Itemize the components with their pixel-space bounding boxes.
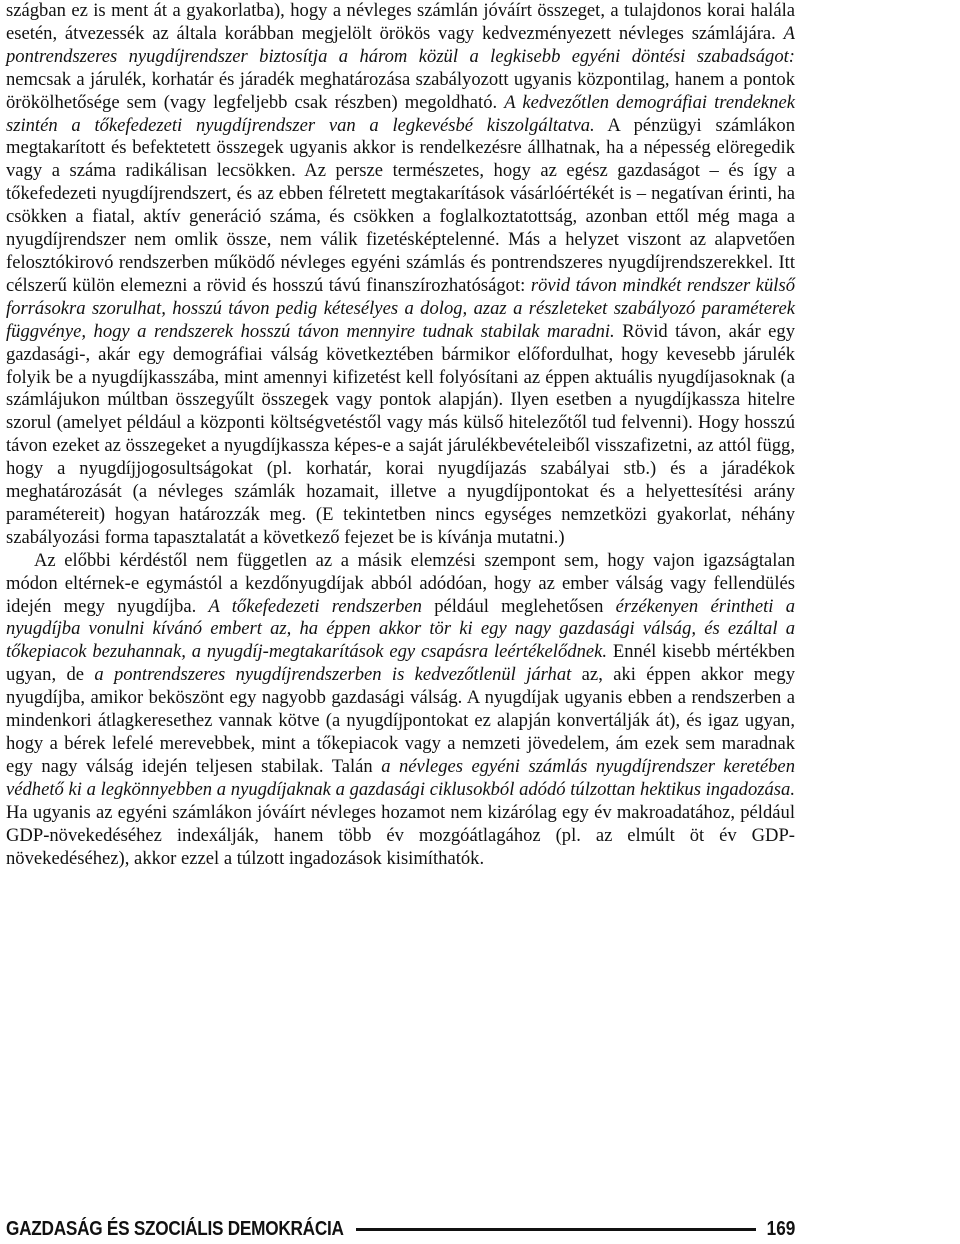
paragraph-2-italic-segment: érzékenyen érintheti a nyugdíjba vonulni kívánó embert az, ha éppen akkor tör ki egy nagy gazdasági válság, és ezáltal a tőkepiacok bezuhannak, a nyugdíj-megtakarítások egy csapásra leértékelődnek. bbox=[6, 595, 796, 663]
paragraph-2-segment: Ennél kisebb mértékben ugyan, de bbox=[6, 641, 795, 686]
paragraph-2-italic-segment: a névleges egyéni számlás nyugdíjrendszer keretében védhető ki a legkönnyebben a nyugdíjaknak a gazdasági ciklusokból adódó túlzottan hektikus ingadozása. bbox=[6, 755, 795, 800]
paragraph-2-segment: Az előbbi kérdéstől nem független az a másik elemzési szempont sem, hogy vajon igazságtalan módon eltérnek-e egymástól a kezdőnyugdíjak abból adódóan, hogy az ember válság vagy fellendülés idején megy nyugdíjba. bbox=[6, 549, 795, 617]
page-body bbox=[6, 0, 795, 870]
paragraph-2 bbox=[6, 550, 795, 871]
paragraph-2-segment: Ha ugyanis az egyéni számlákon jóváírt névleges hozamot nem kizárólag egy év makroadatához, például GDP-növekedéséhez indexálják, hanem több év mozgóátlagához (pl. az elmúlt öt év GDP-növekedéséhez), akkor ezzel a túlzott ingadozások kisimíthatók. bbox=[6, 801, 795, 869]
page-number: 169 bbox=[766, 1217, 795, 1240]
paragraph-2-segment: az, aki éppen akkor megy nyugdíjba, amikor beköszönt egy nagyobb gazdasági válság. A nyugdíjak ugyanis ebben a rendszerben a mindenkori átlagkeresethez vannak kötve (a nyugdíjpontokat ez alapján konvertálják át), és igaz ugyan, hogy a bérek lefelé merevebbek, mint a tőkepiacok vagy a nemzeti jövedelem, ám ezek sem maradnak egy nagy válság idején teljesen stabilak. Talán bbox=[6, 664, 796, 777]
paragraph-1-italic-segment: A pontrendszeres nyugdíjrendszer biztosítja a három közül a legkisebb egyéni döntési szabadságot: bbox=[6, 22, 795, 67]
paragraph-2-segment: például meglehetősen bbox=[421, 595, 616, 617]
paragraph-1-segment: Rövid távon, akár egy gazdasági-, akár egy demográfiai válság következtében bármikor előfordulhat, hogy kevesebb járulék folyik be a nyugdíjkasszába, mint amennyi kifizetést kell folyósítani az éppen aktuális nyugdíjasoknak (a számlájukon múltban összegyűlt összegek vagy pontok alapján). Ilyen esetben a nyugdíjkassza hitelre szorul (amelyet például a központi költségvetéstől vagy más külső hitelezőtől tud felvenni). Hogy hosszú távon ezeket az összegeket a nyugdíjkassza képes-e a saját járulékbevételeiből visszafizetni, az attól függ, hogy a nyugdíjjogosultságokat (pl. korhatár, korai nyugdíjazás szabályai stb.) és a járadékok meghatározását (a névleges számlák hozamait, illetve a nyugdíjpontokat és a helyettesítési arány paramétereit) hogyan határozzák meg. (E tekintetben nincs egységes nemzetközi gyakorlat, néhány szabályozási forma tapasztalatát a következő fejezet be is kívánja mutatni.) bbox=[6, 320, 795, 548]
paragraph-2-italic-segment: A tőkefedezeti rendszerben bbox=[208, 595, 422, 617]
paragraph-1 bbox=[6, 0, 795, 550]
running-footer-title: GAZDASÁG ÉS SZOCIÁLIS DEMOKRÁCIA bbox=[6, 1217, 344, 1240]
paragraph-1-segment: nemcsak a járulék, korhatár és járadék meghatározása szabályozott ugyanis központilag, hanem a pontok örökölhetősége sem (vagy legfeljebb csak részben) megoldható. bbox=[6, 68, 795, 113]
paragraph-2-italic-segment: a pontrendszeres nyugdíjrendszerben is kedvezőtlenül járhat bbox=[94, 664, 572, 686]
paragraph-1-italic-segment: rövid távon mindkét rendszer külső forrásokra szorulhat, hosszú távon pedig kétesélyes a dolog, azaz a részleteket szabályozó paraméterek függvénye, hogy a rendszerek hosszú távon mennyire tudnak stabilak maradni. bbox=[6, 274, 795, 342]
paragraph-1-segment: szágban ez is ment át a gyakorlatba), hogy a névleges számlán jóváírt összeget, a tulajdonos korai halála esetén, átvezessék az általa korábban megjelölt örökös vagy kedvezményezett névleges számlájára. bbox=[6, 0, 795, 44]
footer-rule bbox=[356, 1228, 756, 1231]
paragraph-1-italic-segment: A kedvezőtlen demográfiai trendeknek szintén a tőkefedezeti nyugdíjrendszer van a legkevésbé kiszolgáltatva. bbox=[6, 91, 795, 136]
paragraph-1-segment: A pénzügyi számlákon megtakarított és befektetett összegek ugyanis akkor is rendelkezésre állhatnak, ha a népesség elöregedik vagy a száma radikálisan lecsökken. Az persze természetes, hogy az egész gazdaságot – és így a tőkefedezeti nyugdíjrendszert, és az ebben félretett megtakarítások vásárlóértékét is – negatívan érinti, ha csökken a fiatal, aktív generáció száma, és csökken a foglalkoztatottság, azonban ettől még maga a nyugdíjrendszer nem omlik össze, nem válik fizetésképtelenné. Más a helyzet viszont az alapvetően felosztókirovó rendszerben működő névleges egyéni számlás és pontrendszeres nyugdíjrendszerekkel. Itt célszerű külön elemezni a rövid és hosszú távú finanszírozhatóságot: bbox=[6, 114, 795, 296]
page-footer bbox=[6, 1214, 795, 1244]
